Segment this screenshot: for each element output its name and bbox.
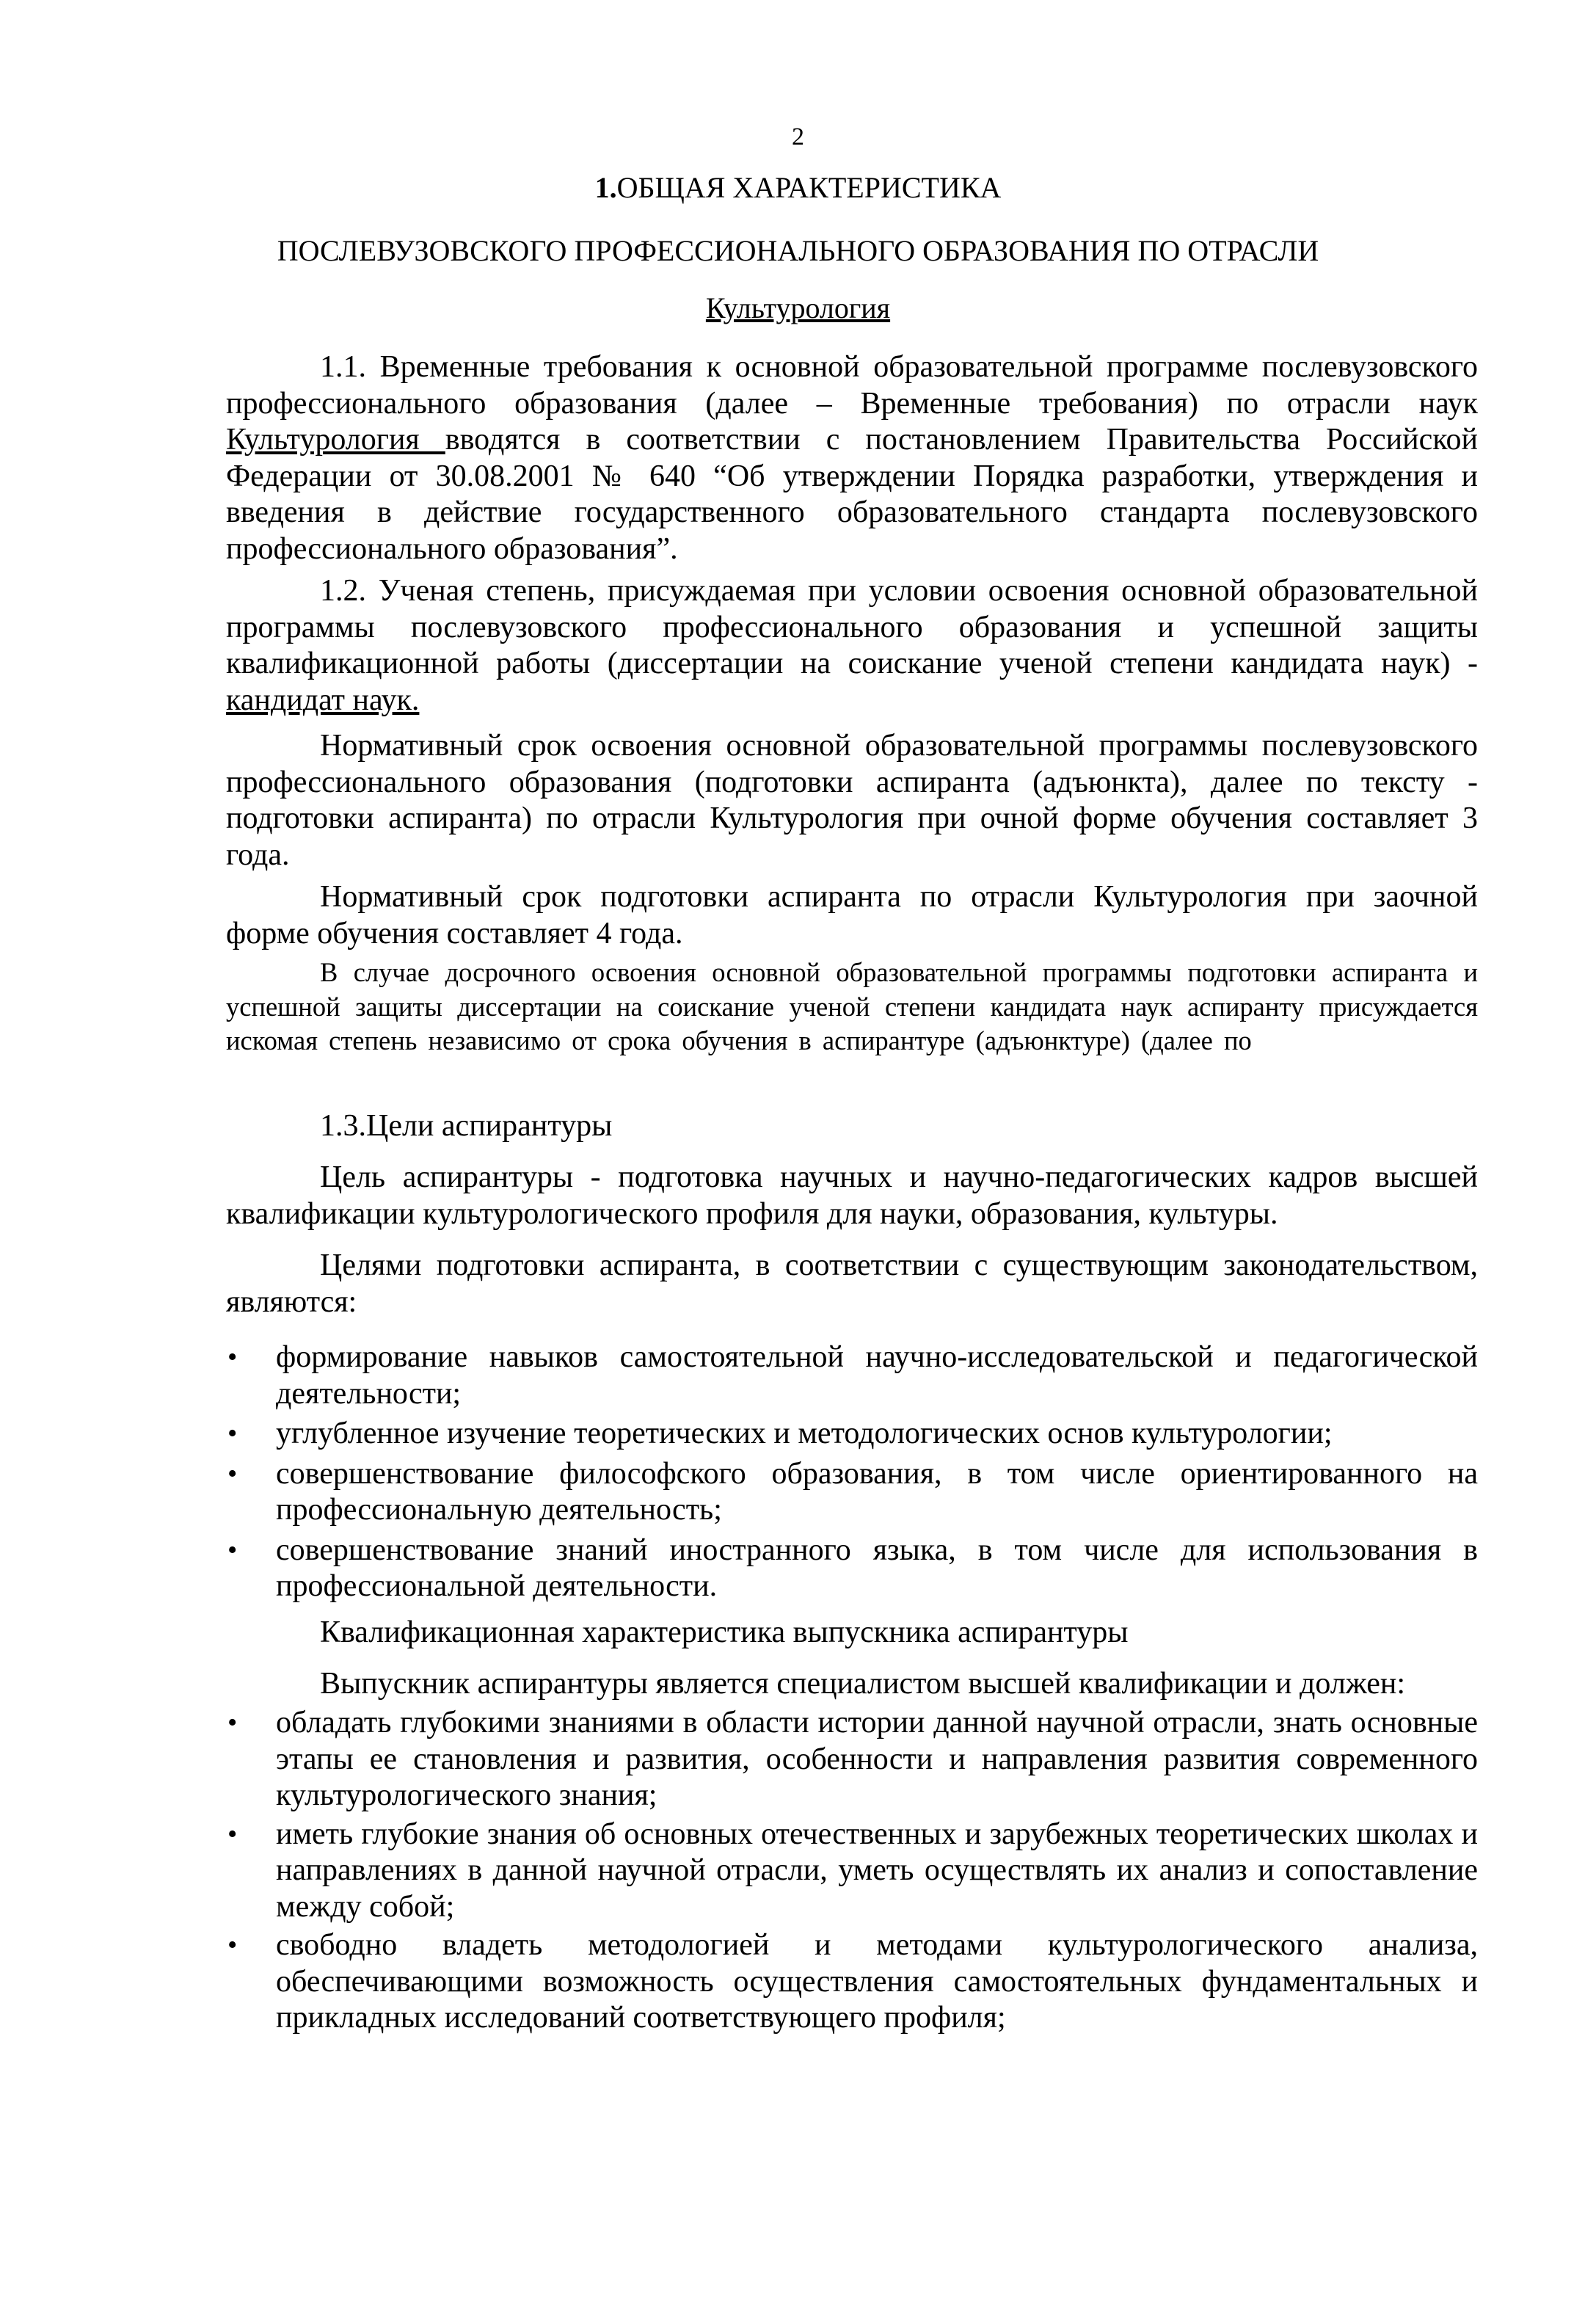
requirement-item: • иметь глубокие знания об основных отечественных и зарубежных теоретических школах и направлениях в данной научной отрасли, уметь осуществлять их анализ и сопоставление между собой; — [226, 1817, 1478, 1926]
paragraph-term-full: Нормативный срок освоения основной образовательной программы послевузовского профессионального образования (подготовки аспиранта (адъюнкта), далее по тексту - подготовки аспиранта) по отрасли Культурология при очной форме обучения составляет 3 года. — [226, 729, 1478, 872]
paragraph-1-1-text-b: вводятся в соответствии с постановлением Правительства Российской Федерации от 30.08.2001 № 640 “Об утверждении Порядка разработки, утверждения и введения в действие государственного образовательного стандарта послевузовского профессионального образования”. — [226, 423, 1478, 566]
paragraph-1-2-text: 1.2. Ученая степень, присуждаемая при условии освоения основной образовательной программы послевузовского профессионального образования и успешной защиты квалификационной работы (диссертации на соискание ученой степени кандидата наук) - — [226, 574, 1478, 680]
title-number: 1. — [594, 171, 617, 204]
requirement-item: • свободно владеть методологией и методами культурологического анализа, обеспечивающими возможность осуществления самостоятельных фундаментальных и прикладных исследований соответствующего профиля; — [226, 1927, 1478, 2037]
title-subject-text: Культурология — [705, 291, 891, 324]
goal-item: • совершенствование философского образования, в том числе ориентированного на профессиональную деятельность; — [226, 1456, 1478, 1529]
paragraph-goals-intro: Целями подготовки аспиранта, в соответствии с существующим законодательством, являются: — [226, 1248, 1478, 1319]
goal-item: • формирование навыков самостоятельной научно-исследовательской и педагогической деятельности; — [226, 1339, 1478, 1412]
paragraph-1-1 — [226, 349, 1478, 567]
paragraph-term-extramural: Нормативный срок подготовки аспиранта по отрасли Культурология при заочной форме обучения составляет 4 года. — [226, 880, 1478, 950]
requirement-item: • обладать глубокими знаниями в области истории данной научной отрасли, знать основные этапы ее становления и развития, особенности и направления развития современного культурологического знания; — [226, 1705, 1478, 1814]
title-subject — [0, 291, 1596, 325]
qualification-intro: Выпускник аспирантуры является специалистом высшей квалификации и должен: — [320, 1667, 1406, 1701]
title-line-2: ПОСЛЕВУЗОВСКОГО ПРОФЕССИОНАЛЬНОГО ОБРАЗОВАНИЯ ПО ОТРАСЛИ — [277, 234, 1319, 267]
goal-item: • совершенствование знаний иностранного языка, в том числе для использования в профессиональной деятельности. — [226, 1533, 1478, 1605]
qualification-heading: Квалификационная характеристика выпускника аспирантуры — [320, 1615, 1129, 1649]
subject-underlined: Культурология — [226, 423, 445, 457]
title-text-1: ОБЩАЯ ХАРАКТЕРИСТИКА — [616, 171, 1002, 204]
degree-underlined: кандидат наук. — [226, 683, 420, 717]
paragraph-1-1-text-a: 1.1. Временные требования к основной образовательной программе послевузовского профессионального образования (далее – Временные требования) по отрасли наук — [226, 350, 1478, 421]
page-number: 2 — [792, 123, 804, 150]
goals-list — [226, 1339, 1478, 1605]
title-line-1 — [0, 170, 1596, 205]
paragraph-goal: Цель аспирантуры - подготовка научных и научно-педагогических кадров высшей квалификации культурологического профиля для науки, образования, культуры. — [226, 1160, 1478, 1231]
requirements-list — [226, 1705, 1478, 2037]
goal-item: • углубленное изучение теоретических и методологических основ культурологии; — [226, 1416, 1478, 1453]
paragraph-1-2 — [226, 573, 1478, 719]
section-1-3-heading: 1.3.Цели аспирантуры — [320, 1109, 613, 1143]
paragraph-early-completion: В случае досрочного освоения основной образовательной программы подготовки аспиранта и успешной защиты диссертации на соискание ученой степени кандидата наук аспиранту присуждается искомая степень независимо от срока обучения в аспирантуре (адъюнктуре) (далее по — [226, 957, 1478, 1055]
